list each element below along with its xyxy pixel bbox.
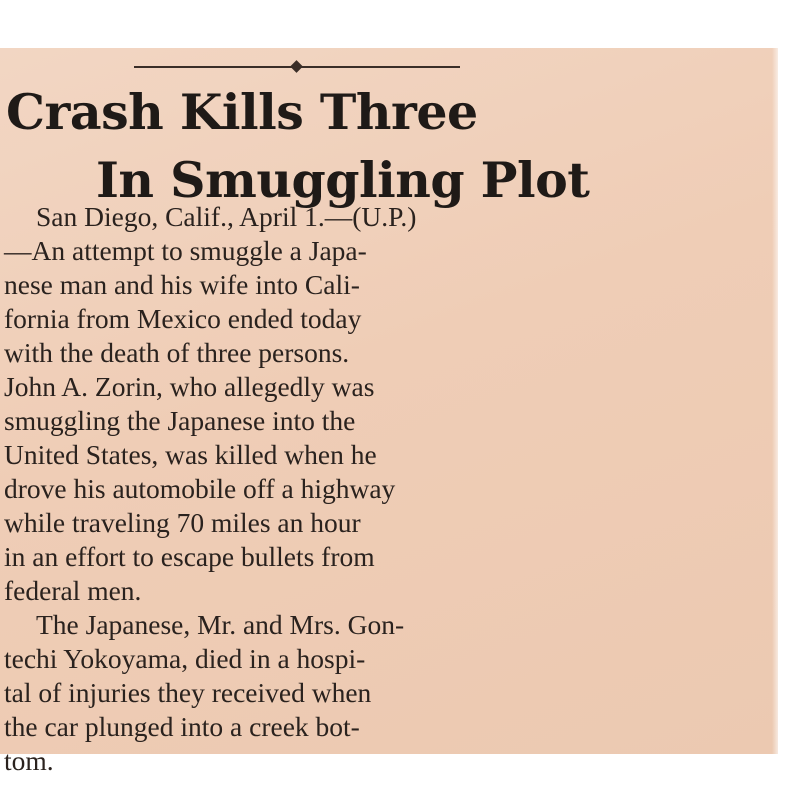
article-line: John A. Zorin, who allegedly was [4, 371, 375, 402]
article-line: fornia from Mexico ended today [4, 303, 362, 334]
rule-ornament [290, 60, 303, 73]
article-line: tom. [4, 745, 54, 776]
article-line: smuggling the Japanese into the [4, 405, 356, 436]
article-line: —An attempt to smuggle a Japa- [4, 235, 367, 266]
article-line: tal of injuries they received when [4, 677, 372, 708]
newspaper-clipping [0, 48, 778, 776]
article-line: while traveling 70 miles an hour [4, 507, 361, 538]
article-line: drove his automobile off a highway [4, 473, 396, 504]
headline-line-1: Crash Kills Three [6, 83, 478, 141]
article-line: United States, was killed when he [4, 439, 377, 470]
article-line: nese man and his wife into Cali- [4, 269, 360, 300]
headline-line-2: In Smuggling Plot [96, 151, 590, 209]
dateline: San Diego, Calif., April 1.—(U.P.) [36, 201, 417, 232]
article-body [4, 200, 600, 778]
article-line: The Japanese, Mr. and Mrs. Gon- [36, 609, 405, 640]
article-line: the car plunged into a creek bot- [4, 711, 360, 742]
article-line: in an effort to escape bullets from [4, 541, 375, 572]
article-line: with the death of three persons. [4, 337, 350, 368]
article-line: federal men. [4, 575, 142, 606]
article-line: techi Yokoyama, died in a hospi- [4, 643, 366, 674]
